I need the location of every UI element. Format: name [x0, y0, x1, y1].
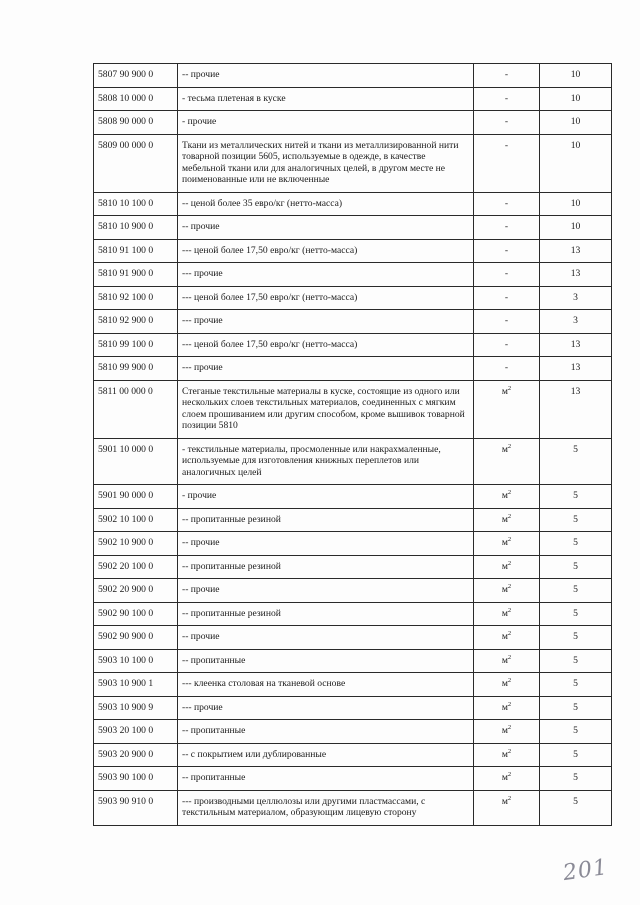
unit-text: -	[504, 139, 509, 151]
unit-exponent: 2	[507, 582, 512, 590]
unit-exponent: 2	[507, 559, 512, 567]
table-row	[94, 743, 612, 767]
unit-cell	[474, 64, 540, 88]
unit-exponent: 2	[507, 770, 512, 778]
description-cell: --- прочие	[178, 310, 474, 334]
unit-cell	[474, 239, 540, 263]
table-row	[94, 696, 612, 720]
table-row	[94, 380, 612, 438]
description-cell: --- производными целлюлозы или другими пластмассами, с текстильным материалом, образующим лицевую сторону	[178, 790, 474, 825]
unit-text: м	[501, 654, 508, 666]
table-row	[94, 239, 612, 263]
unit-cell	[474, 357, 540, 381]
description-cell: -- пропитанные резиной	[178, 555, 474, 579]
unit-text: м	[501, 513, 508, 525]
unit-exponent: 2	[507, 747, 512, 755]
description-cell: -- пропитанные	[178, 649, 474, 673]
description-cell: - текстильные материалы, просмоленные или накрахмаленные, используемые для изготовления книжных переплетов или аналогичных целей	[178, 438, 474, 485]
commodity-code-cell: 5810 91 100 0	[94, 239, 178, 263]
commodity-code-cell: 5810 91 900 0	[94, 263, 178, 287]
unit-text: м	[501, 772, 508, 783]
commodity-code-cell: 5903 90 910 0	[94, 790, 178, 825]
table-row	[94, 438, 612, 485]
commodity-code-cell: 5810 92 100 0	[94, 286, 178, 310]
tariff-table-body	[94, 64, 612, 826]
commodity-code-cell: 5902 90 900 0	[94, 626, 178, 650]
duty-rate-cell: 5	[540, 508, 612, 532]
unit-cell	[474, 626, 540, 650]
duty-rate-cell: 10	[540, 216, 612, 240]
duty-rate-cell: 13	[540, 263, 612, 287]
duty-rate-cell: 5	[540, 532, 612, 556]
unit-cell	[474, 192, 540, 216]
table-row	[94, 134, 612, 192]
unit-cell	[474, 579, 540, 603]
commodity-code-cell: 5901 90 000 0	[94, 485, 178, 509]
commodity-code-cell: 5903 10 900 9	[94, 696, 178, 720]
table-row	[94, 532, 612, 556]
unit-cell	[474, 743, 540, 767]
table-row	[94, 649, 612, 673]
commodity-code-cell: 5810 99 100 0	[94, 333, 178, 357]
tariff-table	[93, 63, 612, 826]
duty-rate-cell: 10	[540, 87, 612, 111]
unit-text: м	[501, 537, 508, 548]
unit-text: м	[501, 725, 508, 736]
commodity-code-cell: 5902 10 900 0	[94, 532, 178, 556]
table-row	[94, 767, 612, 791]
unit-exponent: 2	[507, 512, 512, 520]
table-row	[94, 310, 612, 334]
duty-rate-cell: 13	[540, 380, 612, 438]
unit-text: -	[504, 92, 509, 104]
commodity-code-cell: 5903 10 100 0	[94, 649, 178, 673]
table-row	[94, 626, 612, 650]
table-row	[94, 555, 612, 579]
unit-cell	[474, 649, 540, 673]
unit-text: м	[501, 584, 508, 595]
description-cell: -- пропитанные резиной	[178, 508, 474, 532]
unit-cell	[474, 111, 540, 135]
unit-cell	[474, 673, 540, 697]
unit-exponent: 2	[507, 676, 512, 684]
table-row	[94, 357, 612, 381]
unit-text: м	[501, 607, 508, 619]
description-cell: -- пропитанные	[178, 720, 474, 744]
unit-text: м	[501, 631, 508, 642]
duty-rate-cell: 5	[540, 720, 612, 744]
unit-cell	[474, 555, 540, 579]
unit-cell	[474, 720, 540, 744]
duty-rate-cell: 10	[540, 64, 612, 88]
unit-exponent: 2	[507, 629, 512, 637]
commodity-code-cell: 5902 90 100 0	[94, 602, 178, 626]
unit-text: м	[501, 678, 508, 689]
commodity-code-cell: 5808 10 000 0	[94, 87, 178, 111]
unit-text: -	[504, 244, 509, 256]
description-cell: Ткани из металлических нитей и ткани из металлизированной нити товарной позиции 5605, используемые в одежде, в качестве мебельной ткани или для аналогичных целей, в другом месте не поименованные или не включенные	[178, 134, 474, 192]
table-row	[94, 508, 612, 532]
description-cell: - тесьма плетеная в куске	[178, 87, 474, 111]
unit-text: м	[501, 560, 508, 572]
table-row	[94, 579, 612, 603]
unit-cell	[474, 508, 540, 532]
commodity-code-cell: 5902 10 100 0	[94, 508, 178, 532]
description-cell: -- прочие	[178, 579, 474, 603]
description-cell: -- пропитанные резиной	[178, 602, 474, 626]
commodity-code-cell: 5901 10 000 0	[94, 438, 178, 485]
commodity-code-cell: 5810 10 900 0	[94, 216, 178, 240]
unit-cell	[474, 263, 540, 287]
unit-exponent: 2	[507, 442, 512, 450]
duty-rate-cell: 5	[540, 555, 612, 579]
unit-exponent: 2	[507, 488, 512, 496]
table-row	[94, 333, 612, 357]
duty-rate-cell: 3	[540, 310, 612, 334]
commodity-code-cell: 5810 10 100 0	[94, 192, 178, 216]
table-row	[94, 263, 612, 287]
unit-cell	[474, 485, 540, 509]
duty-rate-cell: 10	[540, 192, 612, 216]
duty-rate-cell: 5	[540, 743, 612, 767]
description-cell: Стеганые текстильные материалы в куске, состоящие из одного или нескольких слоев текстильных материалов, соединенных с мягким слоем прошиванием или другим способом, кроме вышивок товарной позиции 5810	[178, 380, 474, 438]
commodity-code-cell: 5903 90 100 0	[94, 767, 178, 791]
description-cell: -- прочие	[178, 626, 474, 650]
description-cell: --- прочие	[178, 263, 474, 287]
unit-text: м	[501, 490, 508, 501]
description-cell: - прочие	[178, 485, 474, 509]
description-cell: --- ценой более 17,50 евро/кг (нетто-масса)	[178, 239, 474, 263]
duty-rate-cell: 5	[540, 673, 612, 697]
table-row	[94, 216, 612, 240]
description-cell: -- прочие	[178, 64, 474, 88]
duty-rate-cell: 3	[540, 286, 612, 310]
unit-exponent: 2	[507, 794, 512, 802]
unit-cell	[474, 438, 540, 485]
duty-rate-cell: 5	[540, 626, 612, 650]
table-row	[94, 286, 612, 310]
table-row	[94, 790, 612, 825]
unit-cell	[474, 134, 540, 192]
duty-rate-cell: 5	[540, 579, 612, 603]
unit-text: м	[501, 443, 508, 455]
description-cell: -- с покрытием или дублированные	[178, 743, 474, 767]
description-cell: --- прочие	[178, 696, 474, 720]
handwritten-page-number: 201	[561, 854, 610, 887]
description-cell: -- пропитанные	[178, 767, 474, 791]
unit-cell	[474, 87, 540, 111]
duty-rate-cell: 5	[540, 438, 612, 485]
unit-exponent: 2	[507, 606, 512, 614]
unit-exponent: 2	[507, 384, 512, 392]
unit-exponent: 2	[507, 535, 512, 543]
description-cell: --- ценой более 17,50 евро/кг (нетто-масса)	[178, 333, 474, 357]
duty-rate-cell: 5	[540, 696, 612, 720]
unit-text: -	[504, 291, 509, 303]
commodity-code-cell: 5902 20 900 0	[94, 579, 178, 603]
unit-text: м	[501, 795, 508, 807]
unit-exponent: 2	[507, 653, 512, 661]
unit-text: -	[504, 315, 509, 326]
duty-rate-cell: 13	[540, 333, 612, 357]
table-row	[94, 720, 612, 744]
commodity-code-cell: 5810 99 900 0	[94, 357, 178, 381]
unit-cell	[474, 696, 540, 720]
table-row	[94, 64, 612, 88]
duty-rate-cell: 10	[540, 134, 612, 192]
commodity-code-cell: 5811 00 000 0	[94, 380, 178, 438]
unit-cell	[474, 602, 540, 626]
unit-text: м	[501, 748, 508, 760]
unit-text: -	[504, 69, 509, 80]
unit-cell	[474, 216, 540, 240]
commodity-code-cell: 5809 00 000 0	[94, 134, 178, 192]
unit-cell	[474, 380, 540, 438]
unit-text: м	[501, 385, 508, 397]
commodity-code-cell: 5810 92 900 0	[94, 310, 178, 334]
description-cell: --- клеенка столовая на тканевой основе	[178, 673, 474, 697]
description-cell: - прочие	[178, 111, 474, 135]
description-cell: -- прочие	[178, 532, 474, 556]
description-cell: -- прочие	[178, 216, 474, 240]
description-cell: -- ценой более 35 евро/кг (нетто-масса)	[178, 192, 474, 216]
unit-cell	[474, 532, 540, 556]
commodity-code-cell: 5903 20 100 0	[94, 720, 178, 744]
table-row	[94, 192, 612, 216]
table-row	[94, 111, 612, 135]
duty-rate-cell: 5	[540, 790, 612, 825]
duty-rate-cell: 13	[540, 357, 612, 381]
duty-rate-cell: 5	[540, 485, 612, 509]
unit-exponent: 2	[507, 700, 512, 708]
duty-rate-cell: 5	[540, 649, 612, 673]
commodity-code-cell: 5903 10 900 1	[94, 673, 178, 697]
unit-cell	[474, 790, 540, 825]
unit-text: м	[501, 701, 508, 713]
unit-cell	[474, 286, 540, 310]
duty-rate-cell: 5	[540, 767, 612, 791]
unit-cell	[474, 333, 540, 357]
unit-text: -	[504, 116, 509, 127]
table-row	[94, 602, 612, 626]
unit-text: -	[504, 362, 509, 373]
unit-cell	[474, 767, 540, 791]
table-row	[94, 485, 612, 509]
commodity-code-cell: 5808 90 000 0	[94, 111, 178, 135]
unit-exponent: 2	[507, 723, 512, 731]
duty-rate-cell: 13	[540, 239, 612, 263]
description-cell: --- ценой более 17,50 евро/кг (нетто-масса)	[178, 286, 474, 310]
commodity-code-cell: 5807 90 900 0	[94, 64, 178, 88]
unit-text: -	[504, 197, 509, 209]
unit-cell	[474, 310, 540, 334]
duty-rate-cell: 5	[540, 602, 612, 626]
commodity-code-cell: 5902 20 100 0	[94, 555, 178, 579]
table-row	[94, 87, 612, 111]
commodity-code-cell: 5903 20 900 0	[94, 743, 178, 767]
duty-rate-cell: 10	[540, 111, 612, 135]
unit-text: -	[504, 221, 509, 232]
description-cell: --- прочие	[178, 357, 474, 381]
unit-text: -	[504, 338, 509, 350]
unit-text: -	[504, 268, 509, 279]
table-row	[94, 673, 612, 697]
